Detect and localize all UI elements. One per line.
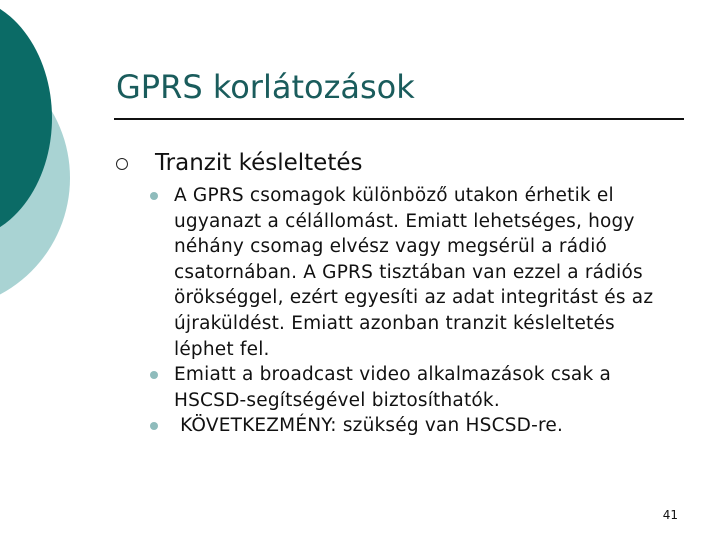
- filled-circle-bullet-icon: [150, 422, 158, 430]
- sub-bullet-item: [146, 183, 686, 362]
- page-number: 41: [662, 508, 678, 522]
- sub-bullet-list: [146, 183, 686, 439]
- sub-bullet-text: A GPRS csomagok különböző utakon érhetik el ugyanazt a célállomást. Emiatt lehetséges, hogy néhány csomag elvész vagy megsérül a rádió csatornában. A GPRS tisztában van ezzel a rádiós örökséggel, ezért egyesíti az adat integritást és az újraküldést. Emiatt azonban tranzit késleltetés léphet fel.: [174, 185, 654, 360]
- filled-circle-bullet-icon: [150, 371, 158, 379]
- level1-list-item: [114, 148, 362, 178]
- slide-title: GPRS korlátozások: [116, 68, 415, 106]
- sub-bullet-item: [146, 413, 686, 439]
- title-divider: [114, 118, 684, 120]
- sub-bullet-text: Emiatt a broadcast video alkalmazások csak a HSCSD-segítségével biztosíthatók.: [174, 364, 612, 411]
- hollow-circle-bullet-icon: [116, 158, 128, 170]
- sub-bullet-text: KÖVETKEZMÉNY: szükség van HSCSD-re.: [174, 415, 564, 437]
- filled-circle-bullet-icon: [150, 192, 158, 200]
- decorative-circles: [0, 0, 100, 300]
- level1-item-text: Tranzit késleltetés: [155, 150, 363, 176]
- sub-bullet-item: [146, 362, 686, 413]
